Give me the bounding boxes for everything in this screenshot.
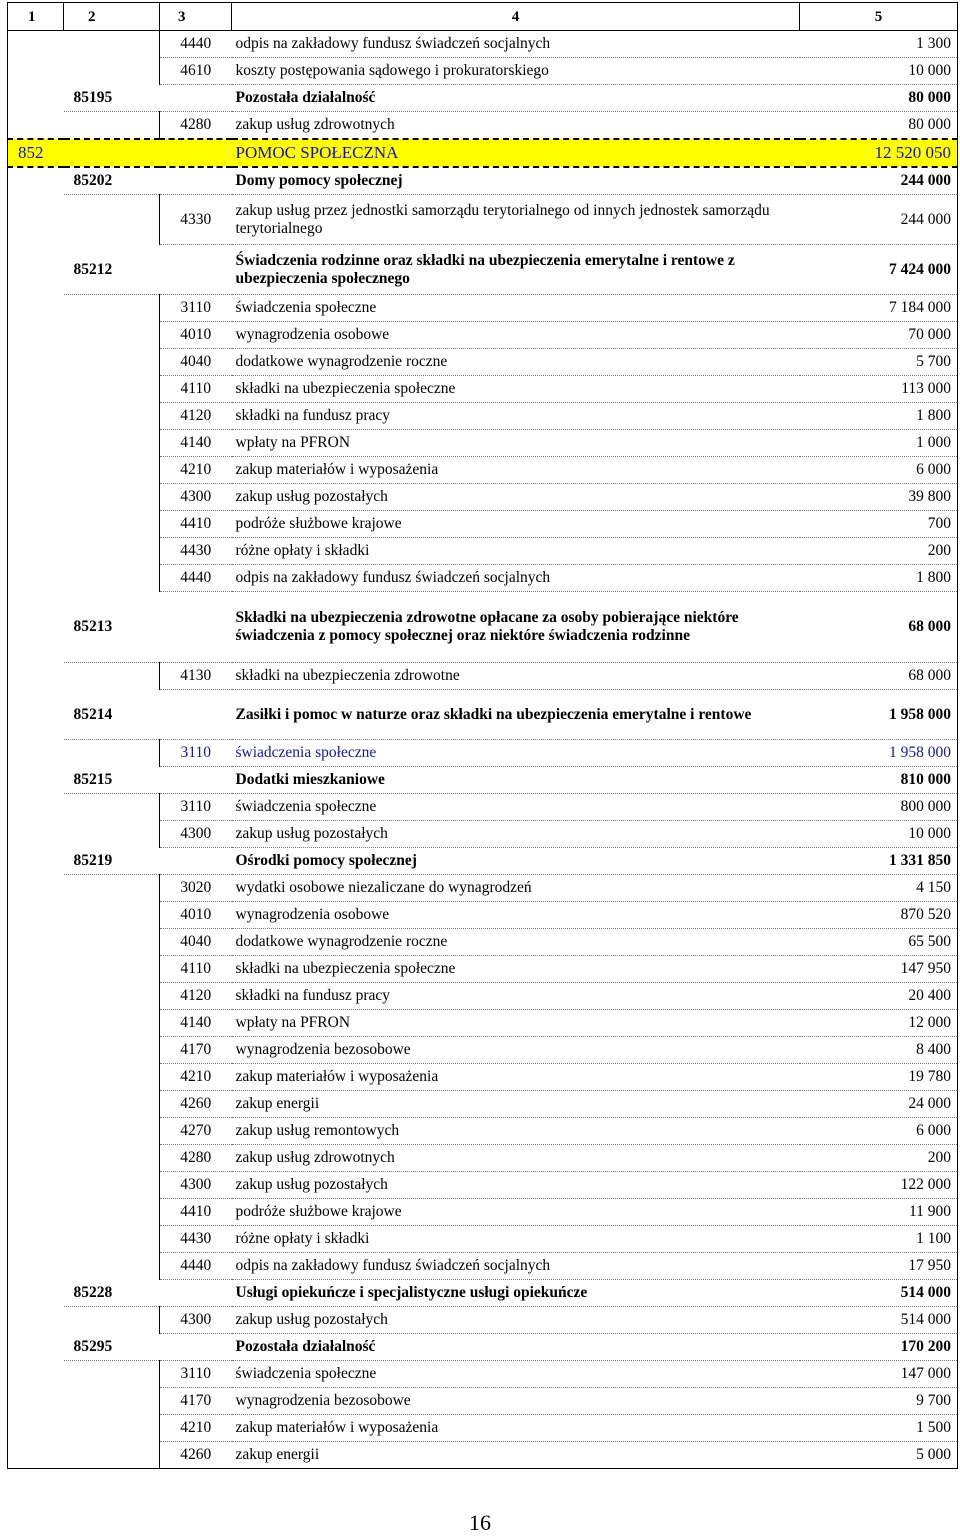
item-amount: 39 800	[800, 484, 958, 511]
item-amount: 6 000	[800, 1118, 958, 1145]
rozdzial-code	[64, 538, 160, 565]
item-amount: 5 000	[800, 1442, 958, 1469]
item-amount: 200	[800, 538, 958, 565]
rozdzial-code	[64, 1037, 160, 1064]
dzial-code	[8, 538, 64, 565]
item-name: Ośrodki pomocy społecznej	[232, 848, 800, 875]
dzial-code: 852	[8, 139, 232, 167]
item-name: składki na fundusz pracy	[232, 403, 800, 430]
table-row	[8, 1307, 958, 1334]
item-amount: 1 000	[800, 430, 958, 457]
item-name: Domy pomocy społecznej	[232, 167, 800, 195]
dzial-code	[8, 1010, 64, 1037]
paragraf-code: 4110	[160, 956, 232, 983]
table-row	[8, 167, 958, 195]
item-name: wynagrodzenia bezosobowe	[232, 1388, 800, 1415]
dzial-code	[8, 956, 64, 983]
item-amount: 68 000	[800, 663, 958, 690]
table-row	[8, 1064, 958, 1091]
item-amount: 65 500	[800, 929, 958, 956]
item-name: zakup usług zdrowotnych	[232, 1145, 800, 1172]
item-amount: 12 000	[800, 1010, 958, 1037]
table-row	[8, 1226, 958, 1253]
rozdzial-code	[64, 929, 160, 956]
table-row	[8, 349, 958, 376]
table-row	[8, 112, 958, 140]
dzial-code	[8, 1145, 64, 1172]
dzial-code	[8, 794, 64, 821]
rozdzial-code	[64, 112, 160, 140]
table-row	[8, 1118, 958, 1145]
paragraf-code: 4170	[160, 1037, 232, 1064]
col-header-5: 5	[800, 3, 958, 31]
rozdzial-code	[64, 295, 160, 322]
col-header-2: 2	[64, 3, 160, 31]
table-row	[8, 1037, 958, 1064]
paragraf-code: 4280	[160, 1145, 232, 1172]
item-amount: 10 000	[800, 821, 958, 848]
dzial-code	[8, 403, 64, 430]
table-row	[8, 848, 958, 875]
dzial-code	[8, 484, 64, 511]
item-amount: 9 700	[800, 1388, 958, 1415]
rozdzial-code: 85295	[64, 1334, 232, 1361]
dzial-code	[8, 1280, 64, 1307]
rozdzial-code: 85213	[64, 592, 232, 663]
rozdzial-code	[64, 349, 160, 376]
item-amount: 514 000	[800, 1307, 958, 1334]
dzial-code	[8, 1118, 64, 1145]
item-name: zakup materiałów i wyposażenia	[232, 457, 800, 484]
item-name: Pozostała działalność	[232, 1334, 800, 1361]
item-name: wydatki osobowe niezaliczane do wynagrodzeń	[232, 875, 800, 902]
item-name: wynagrodzenia osobowe	[232, 902, 800, 929]
paragraf-code: 4170	[160, 1388, 232, 1415]
dzial-code	[8, 1253, 64, 1280]
paragraf-code: 3110	[160, 295, 232, 322]
item-name: podróże służbowe krajowe	[232, 511, 800, 538]
dzial-code	[8, 112, 64, 140]
item-amount: 244 000	[800, 195, 958, 245]
dzial-code	[8, 663, 64, 690]
dzial-code	[8, 322, 64, 349]
paragraf-code: 4120	[160, 983, 232, 1010]
rozdzial-code	[64, 956, 160, 983]
item-amount: 514 000	[800, 1280, 958, 1307]
dzial-code	[8, 1064, 64, 1091]
item-name: różne opłaty i składki	[232, 1226, 800, 1253]
dzial-code	[8, 1307, 64, 1334]
rozdzial-code	[64, 1118, 160, 1145]
dzial-code	[8, 376, 64, 403]
rozdzial-code	[64, 511, 160, 538]
item-name: wynagrodzenia osobowe	[232, 322, 800, 349]
budget-table	[7, 2, 958, 1469]
item-name: zakup usług przez jednostki samorządu terytorialnego od innych jednostek samorządu terytorialnego	[232, 195, 800, 245]
paragraf-code: 3020	[160, 875, 232, 902]
item-amount: 70 000	[800, 322, 958, 349]
item-amount: 122 000	[800, 1172, 958, 1199]
table-row	[8, 565, 958, 592]
item-name: odpis na zakładowy fundusz świadczeń socjalnych	[232, 31, 800, 58]
rozdzial-code	[64, 875, 160, 902]
dzial-code	[8, 85, 64, 112]
rozdzial-code	[64, 1388, 160, 1415]
table-row	[8, 902, 958, 929]
rozdzial-code	[64, 58, 160, 85]
rozdzial-code: 85202	[64, 167, 232, 195]
table-row	[8, 195, 958, 245]
rozdzial-code	[64, 1091, 160, 1118]
item-amount: 68 000	[800, 592, 958, 663]
rozdzial-code	[64, 430, 160, 457]
rozdzial-code	[64, 983, 160, 1010]
table-row	[8, 1172, 958, 1199]
item-name: dodatkowe wynagrodzenie roczne	[232, 929, 800, 956]
rozdzial-code: 85212	[64, 245, 232, 295]
item-name: koszty postępowania sądowego i prokuratorskiego	[232, 58, 800, 85]
table-row	[8, 929, 958, 956]
item-amount: 1 958 000	[800, 740, 958, 767]
rozdzial-code	[64, 565, 160, 592]
paragraf-code: 4130	[160, 663, 232, 690]
dzial-code	[8, 821, 64, 848]
table-row	[8, 1415, 958, 1442]
dzial-code	[8, 58, 64, 85]
item-name: dodatkowe wynagrodzenie roczne	[232, 349, 800, 376]
paragraf-code: 4140	[160, 430, 232, 457]
dzial-code	[8, 875, 64, 902]
paragraf-code: 3110	[160, 740, 232, 767]
rozdzial-code: 85195	[64, 85, 232, 112]
item-amount: 6 000	[800, 457, 958, 484]
dzial-code	[8, 740, 64, 767]
rozdzial-code	[64, 1199, 160, 1226]
item-amount: 5 700	[800, 349, 958, 376]
dzial-code	[8, 1442, 64, 1469]
table-row	[8, 983, 958, 1010]
table-row	[8, 592, 958, 663]
rozdzial-code	[64, 740, 160, 767]
item-name: wpłaty na PFRON	[232, 1010, 800, 1037]
item-amount: 80 000	[800, 112, 958, 140]
item-name: świadczenia społeczne	[232, 794, 800, 821]
table-row	[8, 794, 958, 821]
paragraf-code: 4410	[160, 1199, 232, 1226]
item-amount: 810 000	[800, 767, 958, 794]
rozdzial-code: 85219	[64, 848, 232, 875]
item-name: wpłaty na PFRON	[232, 430, 800, 457]
rozdzial-code	[64, 1226, 160, 1253]
item-name: zakup usług pozostałych	[232, 821, 800, 848]
rozdzial-code	[64, 376, 160, 403]
rozdzial-code	[64, 1415, 160, 1442]
rozdzial-code	[64, 902, 160, 929]
paragraf-code: 3110	[160, 794, 232, 821]
item-amount: 12 520 050	[800, 139, 958, 167]
table-row	[8, 1280, 958, 1307]
paragraf-code: 4280	[160, 112, 232, 140]
item-amount: 11 900	[800, 1199, 958, 1226]
paragraf-code: 3110	[160, 1361, 232, 1388]
dzial-code	[8, 1388, 64, 1415]
item-name: składki na ubezpieczenia społeczne	[232, 376, 800, 403]
table-row	[8, 85, 958, 112]
table-row	[8, 1199, 958, 1226]
item-name: POMOC SPOŁECZNA	[232, 139, 800, 167]
item-name: Świadczenia rodzinne oraz składki na ubezpieczenia emerytalne i rentowe z ubezpieczenia społecznego	[232, 245, 800, 295]
col-header-1: 1	[8, 3, 64, 31]
dzial-code	[8, 592, 64, 663]
item-name: Dodatki mieszkaniowe	[232, 767, 800, 794]
paragraf-code: 4120	[160, 403, 232, 430]
dzial-code	[8, 565, 64, 592]
item-name: zakup energii	[232, 1442, 800, 1469]
dzial-code	[8, 1037, 64, 1064]
item-name: Zasiłki i pomoc w naturze oraz składki na ubezpieczenia emerytalne i rentowe	[232, 690, 800, 740]
item-name: zakup materiałów i wyposażenia	[232, 1064, 800, 1091]
item-amount: 147 950	[800, 956, 958, 983]
item-name: składki na fundusz pracy	[232, 983, 800, 1010]
dzial-code	[8, 349, 64, 376]
paragraf-code: 4300	[160, 1172, 232, 1199]
table-row	[8, 1442, 958, 1469]
rozdzial-code	[64, 1253, 160, 1280]
rozdzial-code	[64, 1010, 160, 1037]
rozdzial-code	[64, 1064, 160, 1091]
table-row	[8, 322, 958, 349]
dzial-code	[8, 767, 64, 794]
paragraf-code: 4210	[160, 1415, 232, 1442]
item-amount: 800 000	[800, 794, 958, 821]
table-row	[8, 484, 958, 511]
page-number: 16	[469, 1510, 491, 1535]
item-amount: 7 424 000	[800, 245, 958, 295]
item-amount: 1 800	[800, 403, 958, 430]
table-row	[8, 767, 958, 794]
dzial-code	[8, 1334, 64, 1361]
table-row	[8, 139, 958, 167]
item-name: Składki na ubezpieczenia zdrowotne opłacane za osoby pobierające niektóre świadczenia z pomocy społecznej oraz niektóre świadczenia rodzinne	[232, 592, 800, 663]
item-name: zakup usług pozostałych	[232, 1307, 800, 1334]
paragraf-code: 4330	[160, 195, 232, 245]
item-name: zakup usług remontowych	[232, 1118, 800, 1145]
table-row	[8, 1388, 958, 1415]
rozdzial-code	[64, 1172, 160, 1199]
table-row	[8, 956, 958, 983]
rozdzial-code	[64, 31, 160, 58]
item-name: składki na ubezpieczenia zdrowotne	[232, 663, 800, 690]
item-name: zakup materiałów i wyposażenia	[232, 1415, 800, 1442]
paragraf-code: 4300	[160, 1307, 232, 1334]
table-row	[8, 821, 958, 848]
paragraf-code: 4040	[160, 929, 232, 956]
table-row	[8, 58, 958, 85]
dzial-code	[8, 195, 64, 245]
table-row	[8, 1334, 958, 1361]
rozdzial-code: 85214	[64, 690, 232, 740]
item-amount: 170 200	[800, 1334, 958, 1361]
item-amount: 1 100	[800, 1226, 958, 1253]
dzial-code	[8, 1415, 64, 1442]
rozdzial-code	[64, 794, 160, 821]
paragraf-code: 4300	[160, 821, 232, 848]
table-row	[8, 1145, 958, 1172]
rozdzial-code	[64, 484, 160, 511]
table-row	[8, 1091, 958, 1118]
table-row	[8, 31, 958, 58]
dzial-code	[8, 430, 64, 457]
dzial-code	[8, 457, 64, 484]
item-name: świadczenia społeczne	[232, 1361, 800, 1388]
item-amount: 8 400	[800, 1037, 958, 1064]
paragraf-code: 4260	[160, 1091, 232, 1118]
table-row	[8, 457, 958, 484]
dzial-code	[8, 983, 64, 1010]
item-name: różne opłaty i składki	[232, 538, 800, 565]
col-header-3: 3	[160, 3, 232, 31]
item-amount: 147 000	[800, 1361, 958, 1388]
dzial-code	[8, 1199, 64, 1226]
item-name: świadczenia społeczne	[232, 740, 800, 767]
table-row	[8, 740, 958, 767]
item-name: zakup energii	[232, 1091, 800, 1118]
item-name: świadczenia społeczne	[232, 295, 800, 322]
paragraf-code: 4010	[160, 322, 232, 349]
item-name: wynagrodzenia bezosobowe	[232, 1037, 800, 1064]
item-amount: 80 000	[800, 85, 958, 112]
paragraf-code: 4040	[160, 349, 232, 376]
paragraf-code: 4270	[160, 1118, 232, 1145]
paragraf-code: 4300	[160, 484, 232, 511]
item-amount: 1 800	[800, 565, 958, 592]
paragraf-code: 4440	[160, 31, 232, 58]
table-row	[8, 663, 958, 690]
item-amount: 10 000	[800, 58, 958, 85]
col-header-4: 4	[232, 3, 800, 31]
item-name: odpis na zakładowy fundusz świadczeń socjalnych	[232, 1253, 800, 1280]
item-name: zakup usług pozostałych	[232, 484, 800, 511]
item-amount: 870 520	[800, 902, 958, 929]
item-name: Pozostała działalność	[232, 85, 800, 112]
rozdzial-code	[64, 821, 160, 848]
dzial-code	[8, 902, 64, 929]
dzial-code	[8, 848, 64, 875]
table-row	[8, 1361, 958, 1388]
table-row	[8, 538, 958, 565]
table-row	[8, 295, 958, 322]
rozdzial-code: 85228	[64, 1280, 232, 1307]
rozdzial-code: 85215	[64, 767, 232, 794]
item-amount: 4 150	[800, 875, 958, 902]
paragraf-code: 4140	[160, 1010, 232, 1037]
dzial-code	[8, 167, 64, 195]
table-row	[8, 376, 958, 403]
table-row	[8, 1253, 958, 1280]
paragraf-code: 4210	[160, 1064, 232, 1091]
item-amount: 1 500	[800, 1415, 958, 1442]
table-row	[8, 875, 958, 902]
rozdzial-code	[64, 457, 160, 484]
rozdzial-code	[64, 322, 160, 349]
table-row	[8, 245, 958, 295]
item-amount: 1 958 000	[800, 690, 958, 740]
rozdzial-code	[64, 195, 160, 245]
dzial-code	[8, 929, 64, 956]
dzial-code	[8, 1226, 64, 1253]
item-amount: 700	[800, 511, 958, 538]
rozdzial-code	[64, 1442, 160, 1469]
dzial-code	[8, 1361, 64, 1388]
rozdzial-code	[64, 403, 160, 430]
paragraf-code: 4210	[160, 457, 232, 484]
paragraf-code: 4260	[160, 1442, 232, 1469]
item-amount: 200	[800, 1145, 958, 1172]
item-name: zakup usług pozostałych	[232, 1172, 800, 1199]
table-row	[8, 403, 958, 430]
item-name: Usługi opiekuńcze i specjalistyczne usługi opiekuńcze	[232, 1280, 800, 1307]
item-amount: 20 400	[800, 983, 958, 1010]
paragraf-code: 4110	[160, 376, 232, 403]
dzial-code	[8, 690, 64, 740]
item-amount: 17 950	[800, 1253, 958, 1280]
paragraf-code: 4440	[160, 1253, 232, 1280]
paragraf-code: 4430	[160, 1226, 232, 1253]
item-name: zakup usług zdrowotnych	[232, 112, 800, 140]
dzial-code	[8, 511, 64, 538]
header-row	[8, 3, 958, 31]
item-amount: 24 000	[800, 1091, 958, 1118]
dzial-code	[8, 245, 64, 295]
paragraf-code: 4010	[160, 902, 232, 929]
table-row	[8, 690, 958, 740]
table-row	[8, 1010, 958, 1037]
item-amount: 244 000	[800, 167, 958, 195]
item-amount: 1 331 850	[800, 848, 958, 875]
item-amount: 7 184 000	[800, 295, 958, 322]
dzial-code	[8, 295, 64, 322]
rozdzial-code	[64, 1361, 160, 1388]
dzial-code	[8, 1091, 64, 1118]
rozdzial-code	[64, 1145, 160, 1172]
paragraf-code: 4430	[160, 538, 232, 565]
rozdzial-code	[64, 663, 160, 690]
rozdzial-code	[64, 1307, 160, 1334]
dzial-code	[8, 1172, 64, 1199]
item-amount: 113 000	[800, 376, 958, 403]
table-row	[8, 430, 958, 457]
item-name: podróże służbowe krajowe	[232, 1199, 800, 1226]
paragraf-code: 4610	[160, 58, 232, 85]
item-name: składki na ubezpieczenia społeczne	[232, 956, 800, 983]
item-amount: 1 300	[800, 31, 958, 58]
item-amount: 19 780	[800, 1064, 958, 1091]
dzial-code	[8, 31, 64, 58]
item-name: odpis na zakładowy fundusz świadczeń socjalnych	[232, 565, 800, 592]
table-body	[8, 31, 958, 1469]
table-row	[8, 511, 958, 538]
paragraf-code: 4440	[160, 565, 232, 592]
paragraf-code: 4410	[160, 511, 232, 538]
